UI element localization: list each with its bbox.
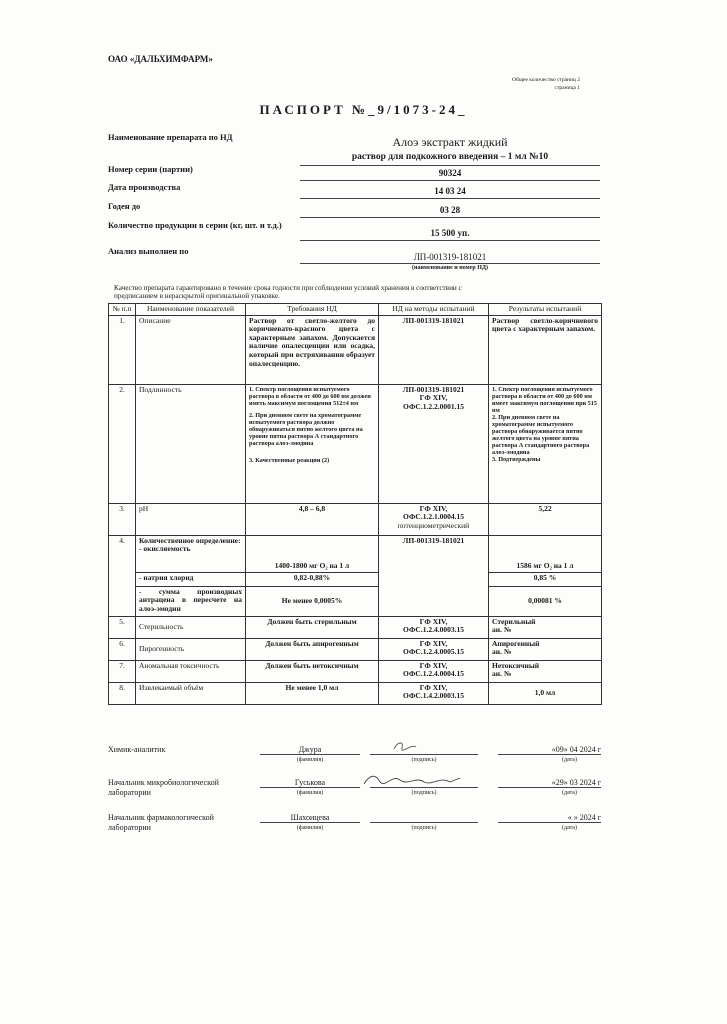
nd-line: ГФ XIV, [419, 638, 448, 648]
table-row [109, 503, 602, 535]
row-req: 1400-1800 мг O₂ на 1 л [246, 535, 379, 572]
caption-date: (дата) [562, 757, 577, 763]
row-num: 3. [109, 503, 136, 535]
col-header-result: Результаты испытаний [489, 304, 602, 316]
row-req: Не менее 1,0 мл [246, 682, 379, 704]
signature-line [370, 778, 478, 788]
res-item: 1. Спектр поглощения испытуемого раствора в области от 400 до 600 нм имеет максимум поглощения при 515 нм [492, 385, 597, 414]
expiry-value: 03 28 [439, 205, 461, 215]
caption-name: (фамилия) [296, 790, 324, 796]
row-num: 8. [109, 682, 136, 704]
caption-name: (фамилия) [296, 757, 324, 763]
row-name: - сумма производных антрацена в пересчете на алоэ-эмодин [136, 586, 246, 616]
table-row [109, 586, 602, 616]
row-name: pH [136, 503, 246, 535]
caption-sign: (подпись) [411, 757, 437, 763]
nd-line: ЛП-001319-181021 [402, 384, 465, 394]
col-header-nd: НД на методы испытаний [379, 304, 489, 316]
row-nd [379, 503, 489, 535]
table-header-row [109, 304, 602, 316]
name-underline [300, 165, 600, 166]
row-req: 4,8 – 6,8 [246, 503, 379, 535]
row-req: 0,82-0,88% [246, 572, 379, 586]
row-num: 6. [109, 638, 136, 660]
signature-name: Гуськова [260, 778, 360, 788]
caption-date: (дата) [562, 790, 577, 796]
row-result: 0,00081 % [489, 586, 602, 616]
handwritten-signature-icon [390, 739, 498, 753]
table-row [109, 638, 602, 660]
signature-line [370, 745, 478, 755]
row-nd [379, 384, 489, 503]
row-result: Раствор светло-коричневого цвета с характерным запахом. [489, 315, 602, 384]
res-item: 3. Подтверждены [492, 455, 541, 463]
row-num: 1. [109, 315, 136, 384]
row-nd [379, 660, 489, 682]
nd-line: ОФС.1.2.4.0004.15 [403, 669, 464, 679]
row-nd [379, 682, 489, 704]
row-req: Должен быть стерильным [246, 616, 379, 638]
quality-note: Качество препарата гарантировано в течение срока годности при соблюдении условий хранения в соответствии с предписанием в нераскрытой оригинальной упаковке. [114, 284, 462, 300]
res-line: Апирогенный [492, 638, 540, 648]
name-label: Наименование препарата по НД [108, 132, 233, 142]
row-result: 5,22 [489, 503, 602, 535]
qty-label: Количество продукции в серии (кг, шт. и т.д.) [108, 220, 282, 230]
company-name: ОАО «ДАЛЬХИМФАРМ» [108, 54, 213, 64]
row-nd [379, 616, 489, 638]
row-name: Подлинность [136, 384, 246, 503]
row-result: 0,85 % [489, 572, 602, 586]
nd-line: ОФС.1.2.4.0003.15 [403, 625, 464, 635]
req-item: 2. При дневном свете на хроматограмме испытуемого раствора должно обнаруживаться пятно желтого цвета на уровне пятна раствора А стандартного раствора алоэ-эмодина [249, 411, 363, 447]
analysis-label: Анализ выполнен по [108, 246, 189, 256]
row-result [489, 660, 602, 682]
prod-date-value: 14 03 24 [434, 186, 466, 196]
prod-date-label: Дата производства [108, 182, 181, 192]
row-name [136, 535, 246, 572]
analysis-caption: (наименование и номер НД) [412, 265, 488, 271]
req-item: 1. Спектр поглощения испытуемого раствора в области от 400 до 600 нм должен иметь максимум поглощения 512±4 нм [249, 385, 371, 407]
qty-value: 15 500 уп. [430, 228, 470, 238]
row-req [246, 384, 379, 503]
row-nd [379, 638, 489, 660]
row-name: Извлекаемый объём [136, 682, 246, 704]
nd-line: ГФ XIV, [419, 503, 448, 513]
res-item: 2. При дневном свете на хроматограмме испытуемого раствора обнаруживается пятно желтого цвета на уровне пятна раствора А стандартного раствора алоэ-эмодина [492, 413, 590, 456]
table-row [109, 660, 602, 682]
row-result [489, 616, 602, 638]
row-nd: ЛП-001319-181021 [379, 315, 489, 384]
nd-line: ОФС.1.2.1.0004.15 [403, 512, 464, 522]
signature-row-pharmacology [108, 813, 601, 841]
row-name-sub: - окисляемость [139, 544, 191, 554]
expiry-label: Годен до [108, 201, 141, 211]
page-current: страница 1 [554, 85, 580, 91]
row-req: Должен быть нетоксичным [246, 660, 379, 682]
series-value: 90324 [438, 168, 462, 178]
row-name: - натрия хлорид [136, 572, 246, 586]
signature-name: Джура [260, 745, 360, 755]
signature-date: «09» 04 2024 г [498, 745, 601, 755]
res-line: ан. № [492, 669, 512, 679]
col-header-req: Требования НД [246, 304, 379, 316]
name-sub: раствор для подкожного введения – 1 мл №10 [351, 152, 549, 162]
expiry-underline [300, 217, 600, 218]
col-header-num: № п.п [109, 304, 136, 316]
row-num: 7. [109, 660, 136, 682]
name-value: Алоэ экстракт жидкий [392, 135, 508, 149]
nd-line: ОФС.1.2.4.0005.15 [403, 647, 464, 657]
caption-sign: (подпись) [411, 825, 437, 831]
res-line: Нетоксичный [492, 660, 540, 670]
table-row [109, 572, 602, 586]
row-result [489, 384, 602, 503]
row-name-main: Количественное определение: [139, 535, 241, 545]
caption-name: (фамилия) [296, 825, 324, 831]
table-row [109, 384, 602, 503]
nd-line: ГФ XIV, [419, 616, 448, 626]
table-row [109, 315, 602, 384]
signature-date: «29» 03 2024 г [498, 778, 601, 788]
row-name: Пирогенность [136, 638, 246, 660]
col-header-name: Наименование показателей [136, 304, 246, 316]
signature-role: Начальник фармакологической лаборатории [108, 813, 214, 832]
nd-line: ОФС.1.2.2.0001.15 [403, 401, 464, 411]
row-name: Аномальная токсичность [136, 660, 246, 682]
document-title: ПАСПОРТ №_9/1073-24_ [259, 102, 468, 117]
caption-date: (дата) [562, 825, 577, 831]
req-item: 3. Качественные реакции (2) [249, 456, 330, 464]
row-req: Должен быть апирогенным [246, 638, 379, 660]
row-name: Стерильность [136, 616, 246, 638]
table-row [109, 616, 602, 638]
row-num: 2. [109, 384, 136, 503]
nd-line: ГФ XIV, [419, 393, 448, 403]
row-result: 1,0 мл [489, 682, 602, 704]
row-num: 5. [109, 616, 136, 638]
nd-line: ОФС.1.4.2.0003.15 [403, 691, 464, 701]
nd-line: ГФ XIV, [419, 682, 448, 692]
series-underline [300, 180, 600, 181]
page-info [470, 76, 580, 92]
row-result: 1586 мг O₂ на 1 л [489, 535, 602, 572]
row-num: 4. [109, 535, 136, 616]
res-line: ан. № [492, 647, 512, 657]
signature-role: Химик-аналитик [108, 745, 166, 754]
results-table [108, 303, 602, 705]
caption-sign: (подпись) [411, 790, 437, 796]
signature-row-microbiology [108, 778, 601, 806]
row-name: Описание [136, 315, 246, 384]
row-req: Не менее 0,0005% [246, 586, 379, 616]
page-total: Общее количество страниц 2 [512, 77, 580, 83]
signature-role: Начальник микробиологической лаборатории [108, 778, 219, 797]
nd-line: потенциометрический [397, 520, 470, 530]
table-row [109, 682, 602, 704]
signature-line [370, 813, 478, 823]
qty-underline [300, 240, 600, 241]
signature-name: Шахоицева [260, 813, 360, 823]
signature-row-chemist [108, 745, 601, 770]
table-row [109, 535, 602, 572]
analysis-underline [300, 263, 600, 264]
analysis-value: ЛП-001319-181021 [413, 252, 487, 262]
prod-date-underline [300, 198, 600, 199]
nd-line: ГФ XIV, [419, 660, 448, 670]
res-line: Стерильный [492, 616, 536, 626]
signature-date: « » 2024 г [498, 813, 601, 823]
row-req: Раствор от светло-желтого до коричневато-красного цвета с характерным запахом. Допускается наличие опалесценции или осадка, который при встряхивании образует опалесценцию. [246, 315, 379, 384]
row-nd: ЛП-001319-181021 [379, 535, 489, 616]
handwritten-signature-icon [360, 770, 490, 790]
res-line: ан. № [492, 625, 512, 635]
series-label: Номер серии (партии) [108, 164, 193, 174]
row-result [489, 638, 602, 660]
